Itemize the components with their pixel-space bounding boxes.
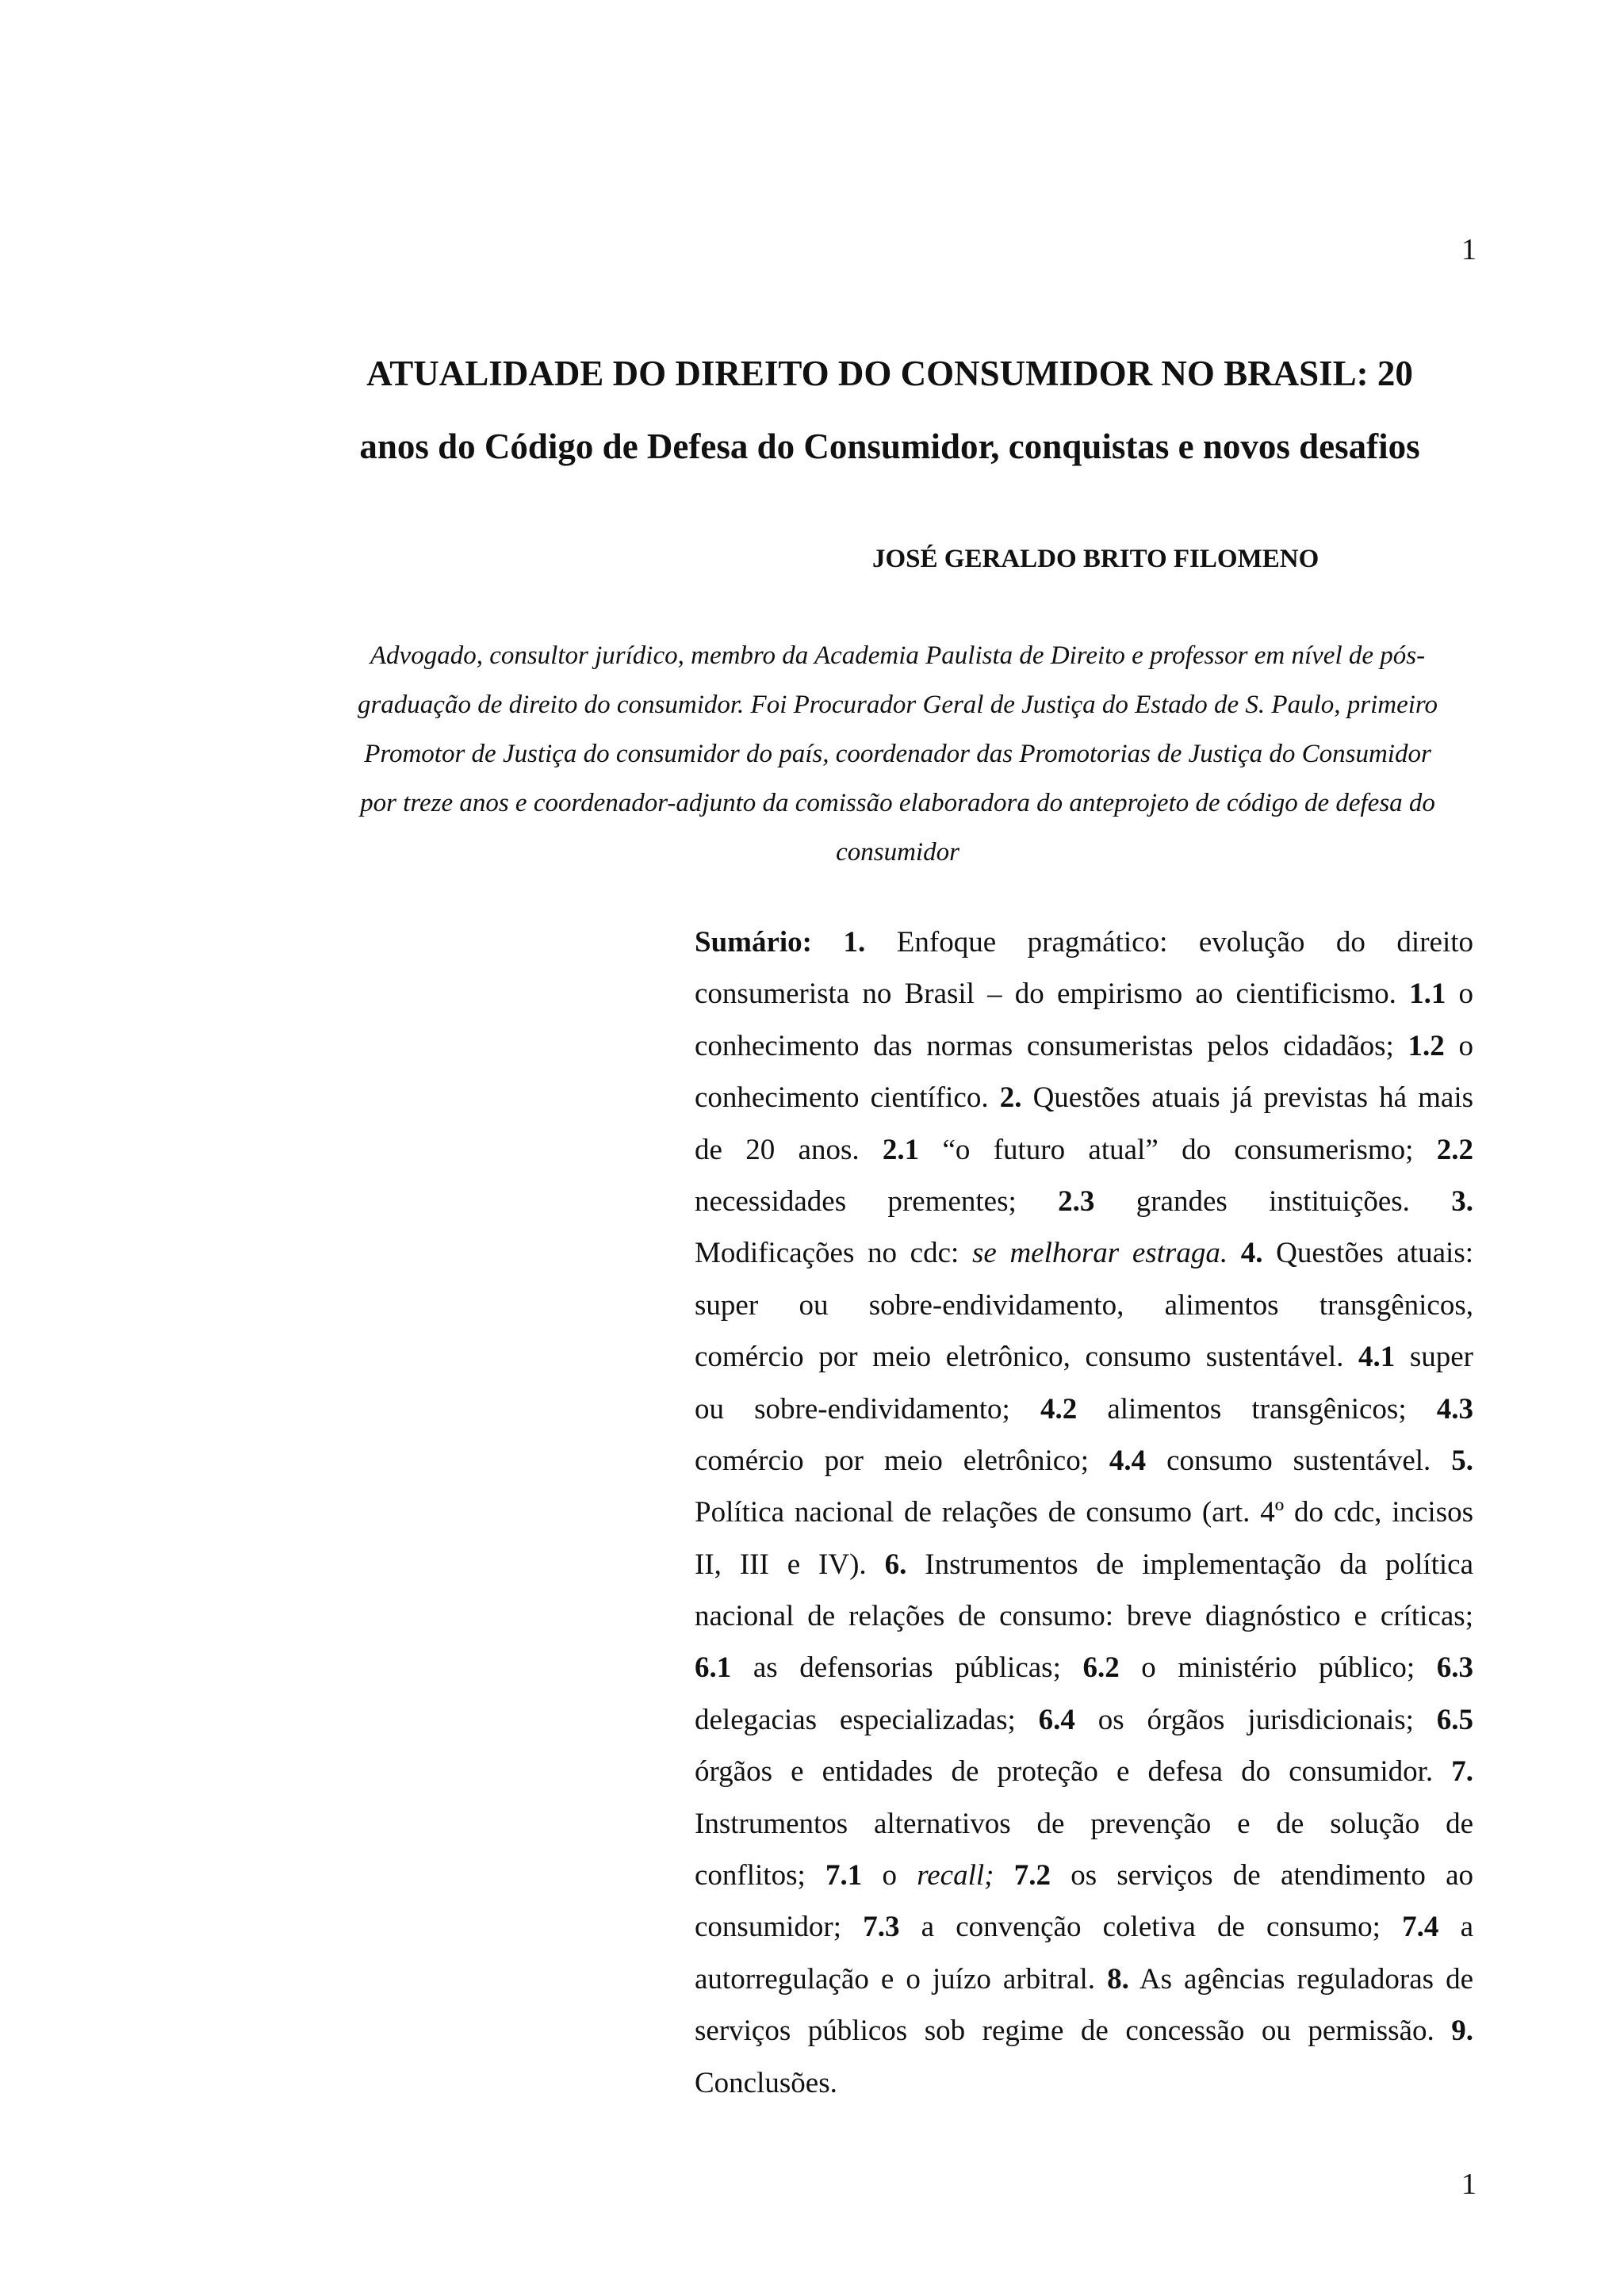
section-number: 6.3 [1436,1651,1474,1685]
summary-text: Questões atuais: [1276,1237,1474,1270]
summary-line [695,1227,1473,1279]
section-number: 6.4 [1038,1703,1075,1736]
summary-line [695,1020,1473,1072]
section-number: 9. [1451,2015,1474,2048]
summary-line [695,968,1473,1020]
section-number: 4.1 [1358,1341,1396,1374]
summary-line [695,1746,1473,1797]
summary-text: Enfoque pragmático: evolução do direito [896,926,1474,959]
summary-text: “o futuro atual” do consumerismo; [942,1133,1414,1166]
summary-line [695,1331,1473,1383]
section-number: 1.2 [1408,1029,1445,1062]
summary-line [695,1539,1473,1590]
summary-text: super ou sobre-endividamento, alimentos transgênicos, [695,1288,1473,1322]
summary-line [695,1954,1473,2005]
section-number: 8. [1107,1962,1129,1996]
section-number: 1. [843,926,866,959]
title-line-1: ATUALIDADE DO DIREITO DO CONSUMIDOR NO BRASIL: 20 [366,354,1413,393]
bio-line: por treze anos e coordenador-adjunto da comissão elaboradora do anteprojeto de código de defesa do [360,789,1435,817]
summary-label: Sumário: [695,926,812,959]
section-number: 6. [884,1548,907,1581]
summary-line [695,2057,1473,2109]
section-number: 6.1 [695,1651,732,1685]
summary-line [695,1124,1473,1176]
bio-line: Promotor de Justiça do consumidor do país, coordenador das Promotorias de Justiça do Consumidor [364,740,1431,768]
summary-line [695,1642,1473,1693]
section-number: 4.4 [1109,1444,1147,1477]
bio-line: consumidor [836,838,959,867]
section-number: 7.2 [1013,1859,1051,1892]
summary-text: super [1409,1341,1474,1374]
summary-text: os serviços de atendimento ao [1071,1859,1474,1892]
summary-text: Questões atuais já previstas há mais [1032,1081,1474,1115]
summary-text: delegacias especializadas; [695,1703,1016,1736]
summary-text: os órgãos jurisdicionais; [1097,1703,1414,1736]
summary-text: a [1460,1911,1474,1944]
summary-text: consumidor; [695,1911,841,1944]
summary-text: órgãos e entidades de proteção e defesa do consumidor. [695,1755,1434,1789]
section-number: 2. [999,1081,1022,1115]
page-number-bottom: 1 [1461,2168,1477,2201]
summary-text: grandes instituições. [1136,1184,1410,1218]
section-number: 2.2 [1436,1133,1474,1166]
summary-line [695,2005,1473,2057]
summary-text: nacional de relações de consumo: breve diagnóstico e críticas; [695,1600,1473,1633]
summary-text: o [882,1859,897,1892]
summary-text: o [1458,978,1473,1011]
section-number: 4.3 [1436,1392,1474,1425]
summary-block [695,916,1473,2109]
section-number: 3. [1451,1184,1473,1218]
summary-text: conhecimento científico. [695,1081,989,1115]
summary-line [695,1176,1473,1227]
summary-text: o ministério público; [1141,1651,1415,1685]
section-number: 7. [1451,1755,1474,1789]
summary-text: ou sobre-endividamento; [695,1392,1010,1425]
section-number: 2.3 [1058,1184,1095,1218]
summary-text: Modificações no cdc: [695,1237,959,1270]
summary-line [695,1798,1473,1850]
section-number: 7.1 [825,1859,863,1892]
summary-text: consumo sustentável. [1166,1444,1431,1477]
summary-text: Conclusões. [695,2066,837,2099]
summary-line [695,1901,1473,1953]
summary-text: alimentos transgênicos; [1107,1392,1407,1425]
summary-line [695,1487,1473,1538]
summary-line [695,1694,1473,1746]
summary-text: autorregulação e o juízo arbitral. [695,1962,1096,1996]
section-number: 5. [1451,1444,1473,1477]
summary-text: as defensorias públicas; [753,1651,1061,1685]
page-number-top: 1 [1461,233,1477,266]
summary-text: serviços públicos sob regime de concessão ou permissão. [695,2015,1434,2048]
summary-text: II, III e IV). [695,1548,867,1581]
summary-italic: recall; [917,1859,994,1892]
section-number: 7.4 [1402,1911,1439,1944]
summary-text: As agências reguladoras de [1139,1962,1474,1996]
summary-line [695,1383,1473,1435]
author-bio [317,631,1478,877]
summary-text: Instrumentos alternativos de prevenção e de solução de [695,1807,1473,1840]
summary-line [695,1435,1473,1487]
bio-line: Advogado, consultor jurídico, membro da Academia Paulista de Direito e professor em nível de pós- [370,641,1426,670]
section-number: 7.3 [863,1911,900,1944]
section-number: 1.1 [1409,978,1446,1011]
summary-text: comércio por meio eletrônico, consumo sustentável. [695,1341,1344,1374]
summary-text: Instrumentos de implementação da política [925,1548,1474,1581]
section-number: 4.2 [1040,1392,1078,1425]
summary-text: consumerista no Brasil – do empirismo ao cientificismo. [695,978,1396,1011]
summary-text: Política nacional de relações de consumo (art. 4º do cdc, incisos [695,1496,1473,1529]
summary-line [695,916,1473,968]
summary-line [695,1590,1473,1642]
section-number: 4. [1240,1237,1263,1270]
summary-text: o [1458,1029,1473,1062]
title-line-2: anos do Código de Defesa do Consumidor, conquistas e novos desafios [359,427,1420,466]
summary-text: de 20 anos. [695,1133,860,1166]
summary-italic: se melhorar estraga. [971,1237,1228,1270]
document-title [262,337,1518,483]
summary-text: comércio por meio eletrônico; [695,1444,1089,1477]
section-number: 6.2 [1082,1651,1120,1685]
summary-line [695,1850,1473,1901]
section-number: 2.1 [882,1133,920,1166]
summary-line [695,1072,1473,1123]
section-number: 6.5 [1436,1703,1474,1736]
summary-text: conflitos; [695,1859,806,1892]
summary-text: necessidades prementes; [695,1184,1017,1218]
summary-text: conhecimento das normas consumeristas pelos cidadãos; [695,1029,1394,1062]
summary-line [695,1280,1473,1331]
author-name: JOSÉ GERALDO BRITO FILOMENO [872,545,1320,573]
bio-line: graduação de direito do consumidor. Foi Procurador Geral de Justiça do Estado de S. Paulo, primeiro [357,691,1438,719]
summary-text: a convenção coletiva de consumo; [921,1911,1381,1944]
